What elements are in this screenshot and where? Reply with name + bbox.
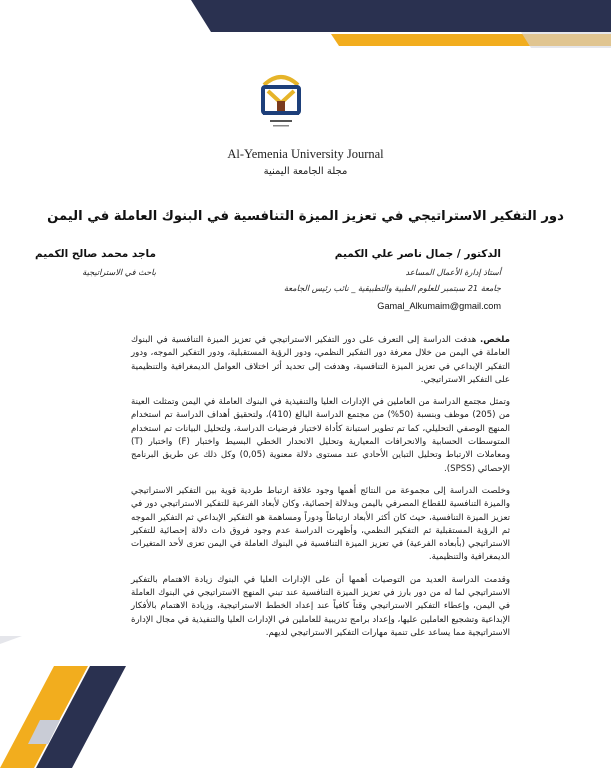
abstract-text: هدفت الدراسة إلى التعرف على دور التفكير الاستراتيجي في تعزيز الميزة التنافسية في البنوك العاملة في اليمن من خلال معرفة دور التفكير النظمي، ودور الرؤية المستقبلية، ودور التفكير الموجه، ودور التفكير الإبداعي في تعزيز الميزة التنافسية، وهدفت إلى تحديد أثر اختلاف العوامل الديمغرافية والتنظيمية على التفكير الاستراتيجي. — [131, 335, 510, 385]
author-position: باحث في الاستراتيجية — [82, 267, 156, 277]
abstract — [131, 334, 510, 649]
top-right-decoration — [191, 0, 611, 48]
abstract-paragraph-2: وتمثل مجتمع الدراسة من العاملين في الإدارات العليا والتنفيذية في البنوك العاملة في اليمن وتمثلت العينة من (205) موظف وبنسبة (50%) من مجتمع الدراسة البالغ (410)، ولتحقيق أهداف الدراسة تم استخدام المنهج الوصفي التحليلي، كما تم تطوير استبانة كأداة لاختبار فرضيات الدراسة، ولتحليل البيانات تم استخدام المتوسطات الحسابية والانحرافات المعيارية وتحليل الانحدار الخطي البسيط واختبار (F) واختبار (T) ومعاملات الارتباط وتحليل التباين الأحادي عند مستوى دلالة معنوية (0,05) وكل ذلك عن طريق البرنامج الإحصائي (SPSS). — [131, 397, 511, 474]
bottom-left-decoration — [0, 636, 200, 768]
author-primary — [161, 248, 501, 311]
abstract-label: ملخص. — [479, 335, 510, 345]
journal-name-ar: مجلة الجامعة اليمنية — [263, 166, 348, 177]
abstract-paragraph-1 — [131, 334, 510, 387]
abstract-paragraph-3: وخلصت الدراسة إلى مجموعة من النتائج أهمها وجود علاقة ارتباط طردية قوية بين التفكير الاستراتيجي والميزة التنافسية للقطاع المصرفي باليمن وبدلالة إحصائية، وكان لأبعاد الفرعية للتفكير الاستراتيجي دور في تعزيز الميزة التنافسية، حيث كان أكثر الأبعاد ارتباطاً ودوراً ومساهمة هو التفكير الإبداعي ثم التفكير الموجه ثم الرؤية المستقبلية ثم التفكير النظمي، وأظهرت الدراسة عدم وجود فروق ذات دلالة إحصائية للتفكير الاستراتيجي (بأبعاده الفرعية) في تعزيز الميزة التنافسية في البنوك العاملة في اليمن تعزى لأحد المتغيرات الديمغرافية والتنظيمية. — [131, 485, 510, 563]
paper-title: دور التفكير الاستراتيجي في تعزيز الميزة التنافسية في البنوك العاملة في اليمن — [47, 209, 564, 224]
author-affiliation: جامعة 21 سبتمبر للعلوم الطبية والتطبيقية _ نائب رئيس الجامعة — [283, 283, 501, 293]
author-secondary — [6, 248, 156, 283]
university-logo — [258, 67, 304, 133]
author-name: ماجد محمد صالح الكميم — [34, 248, 156, 260]
abstract-paragraph-4: وقدمت الدراسة العديد من التوصيات أهمها أن على الإدارات العليا في البنوك زيادة الاهتمام بالتفكير الاستراتيجي لما له من دور بارز في تعزيز الميزة التنافسية عند تبني المنهج الاستراتيجي في البنوك العاملة في اليمن، وإعطاء التفكير الاستراتيجي وقتاً كافياً عند إعداد الخطط الاستراتيجية، وزيادة الاهتمام بالأفكار الإبداعية وتشجيع العاملين عليها، وإعداد برامج تدريبية للعاملين في الإدارات العليا والتنفيذية في مجال الإدارة الاستراتيجية مما يساعد على تنمية مهارات التفكير الاستراتيجي لديهم. — [131, 574, 510, 638]
author-email: Gamal_Alkumaim@gmail.com — [377, 301, 501, 311]
author-name: الدكتور / جمال ناصر علي الكميم — [334, 248, 501, 260]
journal-name-en: Al-Yemenia University Journal — [227, 147, 384, 161]
author-position: أستاذ إدارة الأعمال المساعد — [405, 267, 501, 277]
